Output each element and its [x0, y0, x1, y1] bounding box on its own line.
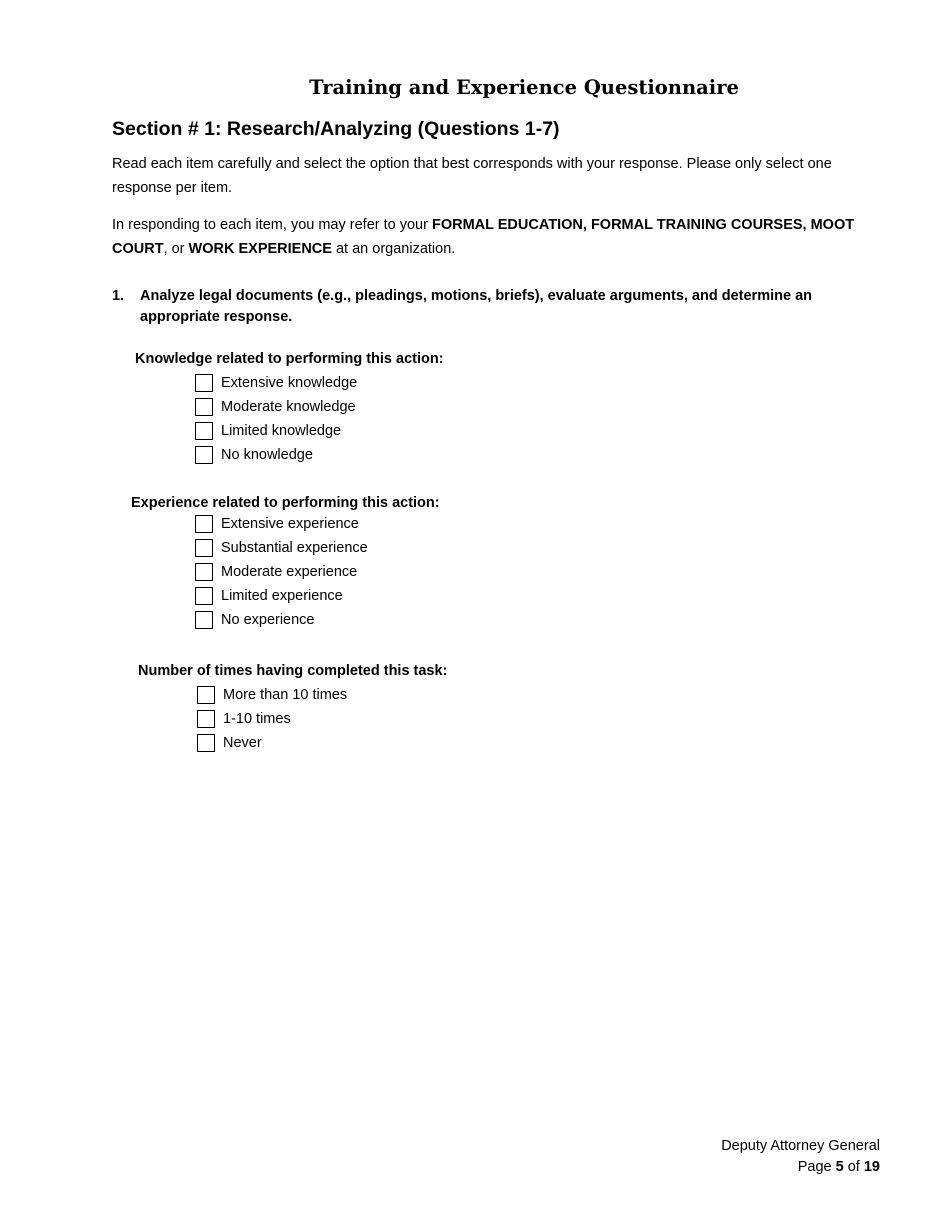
reference-work-experience: WORK EXPERIENCE — [188, 241, 332, 257]
times-label: Number of times having completed this task: — [138, 663, 448, 679]
checkbox[interactable] — [195, 515, 213, 533]
page-number — [721, 1157, 880, 1178]
knowledge-options — [195, 371, 357, 467]
experience-option-extensive[interactable] — [195, 512, 368, 536]
times-option-1-10[interactable] — [197, 707, 347, 731]
checkbox[interactable] — [195, 539, 213, 557]
knowledge-option-limited[interactable] — [195, 419, 357, 443]
experience-option-none[interactable] — [195, 608, 368, 632]
section-heading: Section # 1: Research/Analyzing (Questions 1-7) — [112, 118, 560, 140]
experience-label: Experience related to performing this action: — [131, 495, 440, 511]
experience-option-limited[interactable] — [195, 584, 368, 608]
checkbox[interactable] — [195, 611, 213, 629]
option-label: Extensive knowledge — [221, 375, 358, 391]
reference-comma-or: , or — [163, 241, 189, 257]
question-number: 1. — [112, 288, 125, 304]
reference-intro: In responding to each item, you may refer to your — [112, 217, 432, 233]
knowledge-label: Knowledge related to performing this action: — [135, 351, 444, 367]
experience-option-substantial[interactable] — [195, 536, 368, 560]
checkbox[interactable] — [197, 734, 215, 752]
option-label: Substantial experience — [221, 540, 368, 556]
option-label: Moderate experience — [221, 564, 358, 580]
reference-tail: at an organization. — [331, 241, 456, 257]
reference-paragraph — [112, 213, 872, 261]
page-prefix: Page — [797, 1159, 836, 1175]
option-label: Never — [223, 735, 262, 751]
page-of: of — [843, 1159, 864, 1175]
checkbox[interactable] — [195, 446, 213, 464]
page-footer — [721, 1136, 880, 1178]
knowledge-option-moderate[interactable] — [195, 395, 357, 419]
knowledge-option-extensive[interactable] — [195, 371, 357, 395]
option-label: 1-10 times — [223, 711, 291, 727]
option-label: Moderate knowledge — [221, 399, 356, 415]
instructions-paragraph: Read each item carefully and select the option that best corresponds with your response. Please only select one response per item. — [112, 156, 832, 196]
question-text: Analyze legal documents (e.g., pleadings, motions, briefs), evaluate arguments, and determine an appropriate response. — [140, 288, 812, 325]
option-label: No knowledge — [221, 447, 313, 463]
checkbox[interactable] — [195, 422, 213, 440]
checkbox[interactable] — [195, 563, 213, 581]
knowledge-option-none[interactable] — [195, 443, 357, 467]
footer-position-title: Deputy Attorney General — [721, 1138, 880, 1154]
checkbox[interactable] — [195, 587, 213, 605]
experience-option-moderate[interactable] — [195, 560, 368, 584]
option-label: More than 10 times — [223, 687, 348, 703]
checkbox[interactable] — [197, 710, 215, 728]
option-label: Extensive experience — [221, 516, 359, 532]
experience-options — [195, 512, 368, 632]
checkbox[interactable] — [195, 398, 213, 416]
times-option-never[interactable] — [197, 731, 347, 755]
option-label: Limited knowledge — [221, 423, 342, 439]
times-options — [197, 683, 347, 755]
option-label: No experience — [221, 612, 315, 628]
checkbox[interactable] — [195, 374, 213, 392]
times-option-more-than-10[interactable] — [197, 683, 347, 707]
option-label: Limited experience — [221, 588, 343, 604]
page-total: 19 — [863, 1159, 880, 1175]
checkbox[interactable] — [197, 686, 215, 704]
reference-formal-education: FORMAL EDUCATION, FORMAL TRAINING COURSES, MOOT COURT — [112, 217, 855, 257]
page-current: 5 — [835, 1159, 844, 1175]
page-title: Training and Experience Questionnaire — [309, 76, 739, 99]
question-1 — [112, 286, 852, 328]
